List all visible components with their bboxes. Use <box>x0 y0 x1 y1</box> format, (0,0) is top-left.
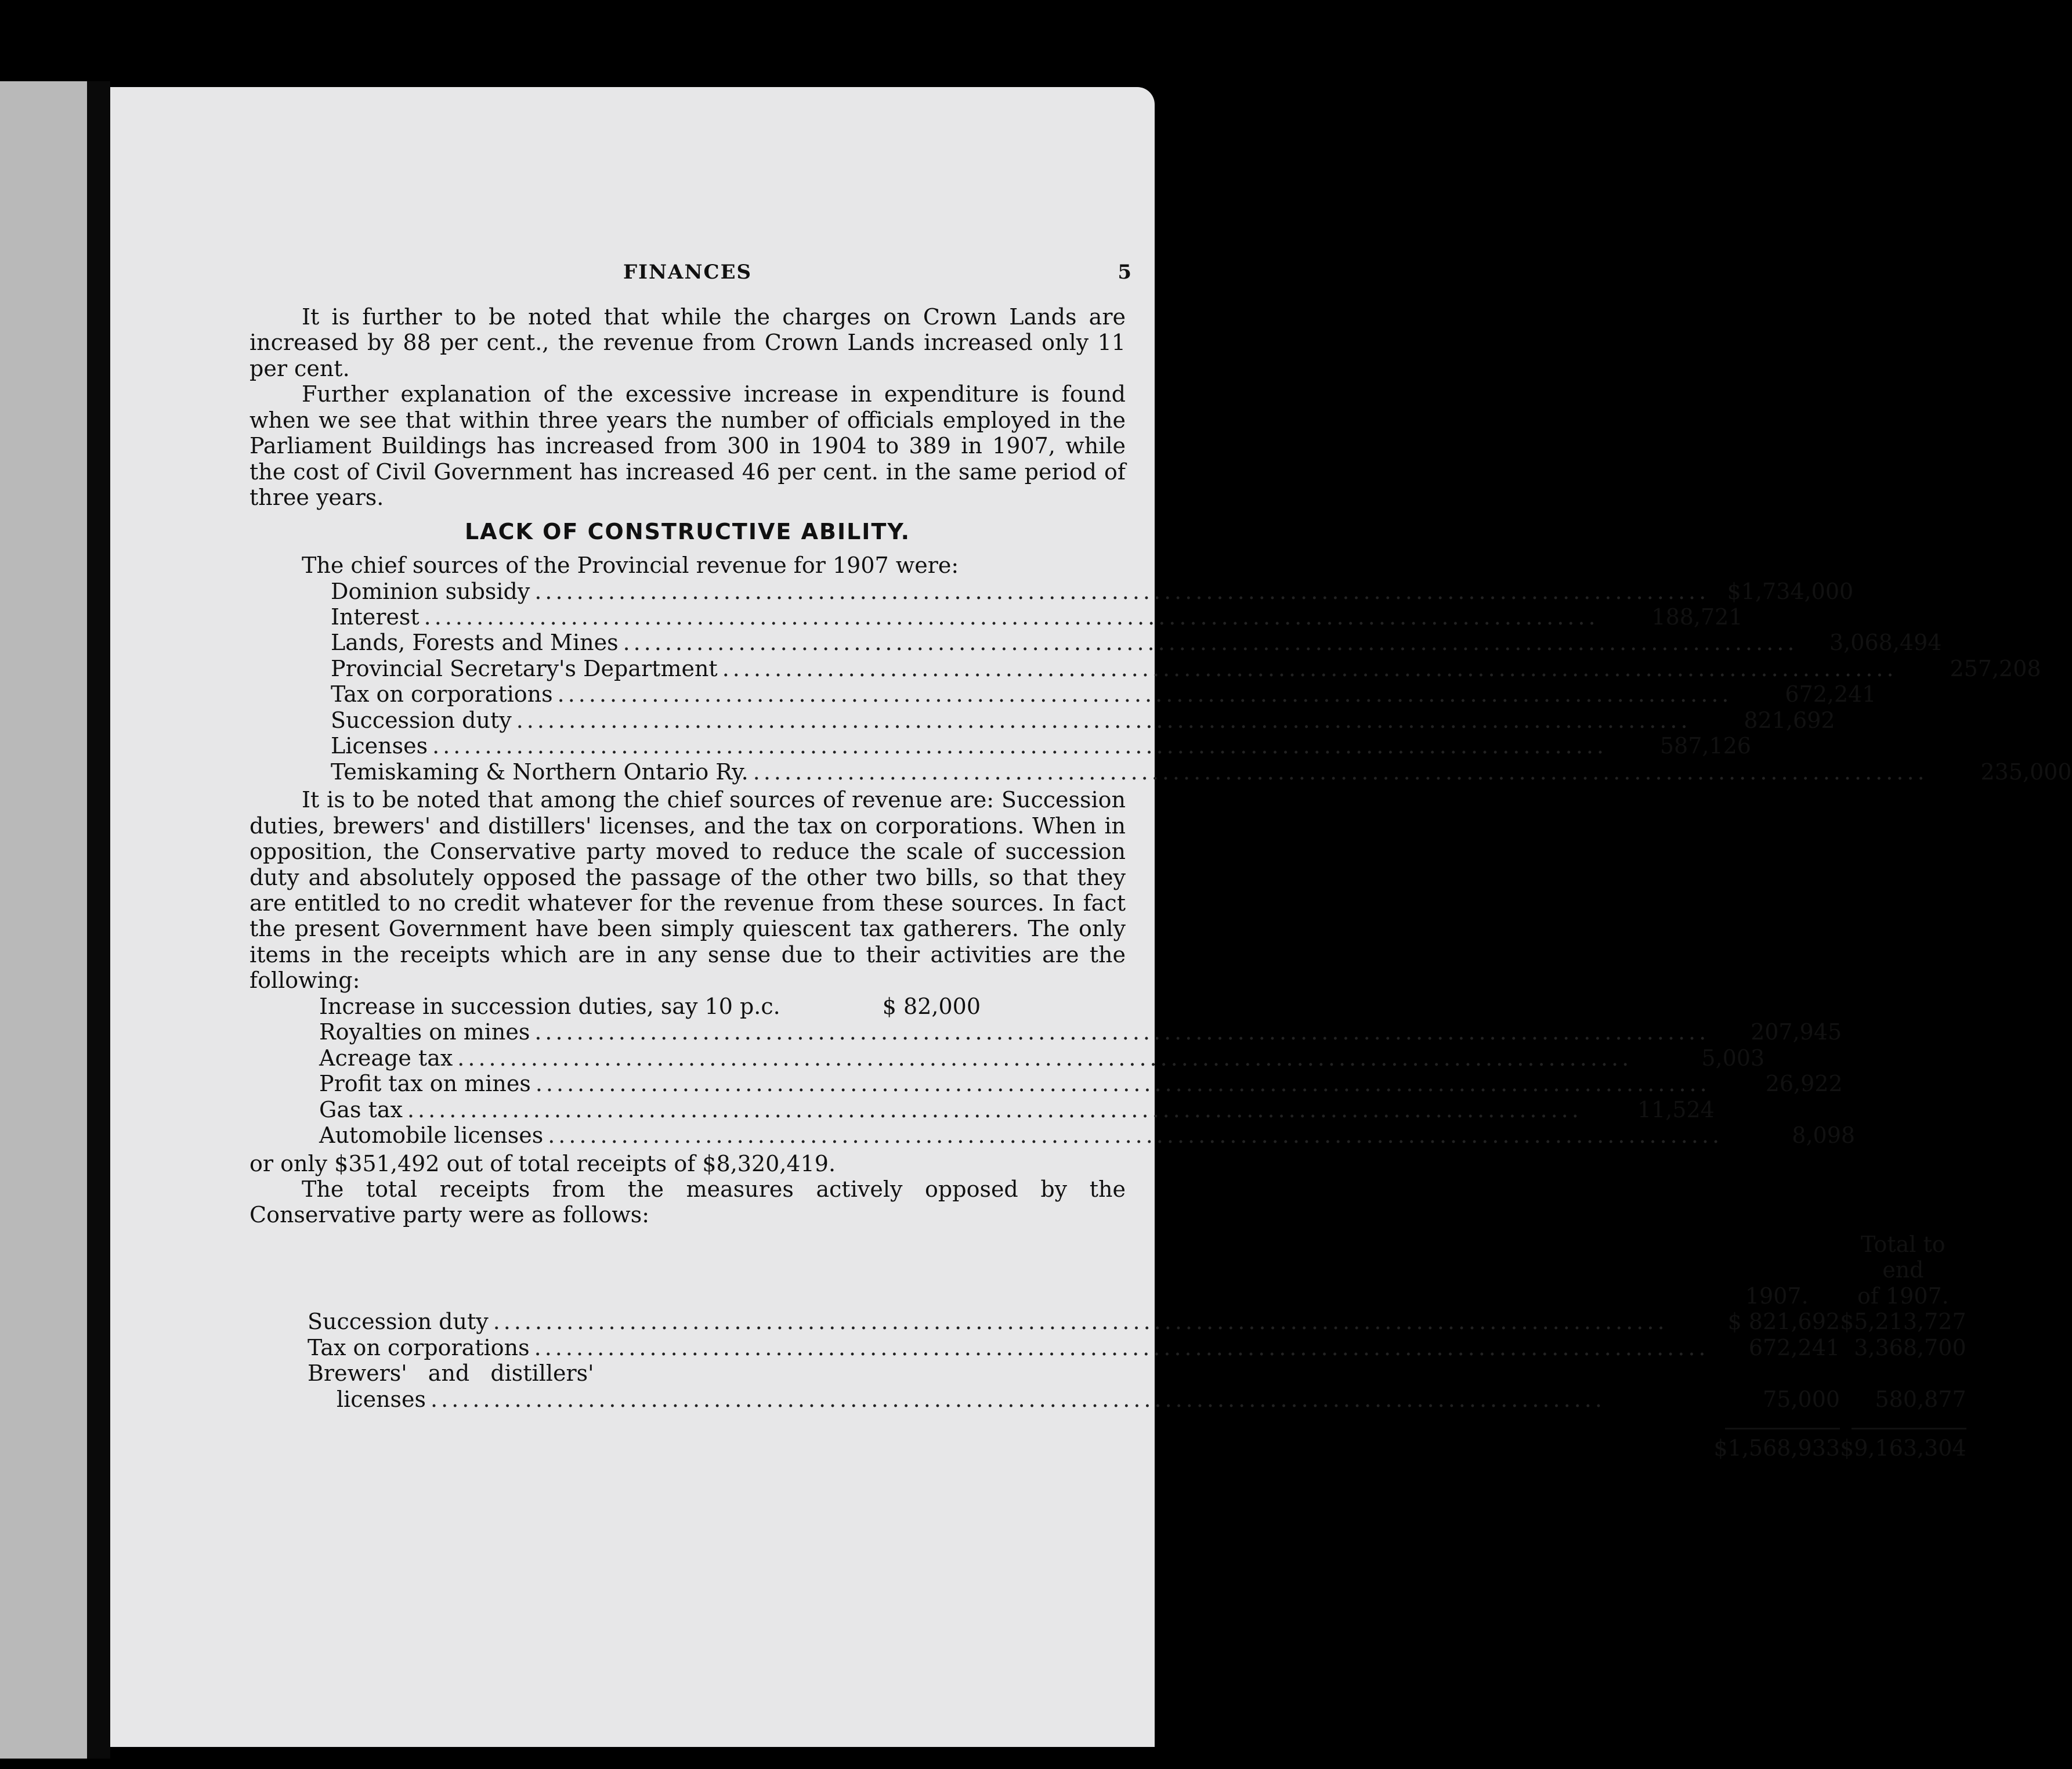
paragraph-crown-lands: It is further to be noted that while the charges on Crown Lands are increased by 88 per cent., the revenue from Crown Lands increased only 11 per cent. <box>249 304 1126 381</box>
list-item <box>319 1019 1842 1045</box>
list-item <box>331 707 1835 733</box>
table-row <box>308 1309 1966 1334</box>
item-amount: 26,922 <box>1765 1071 1843 1097</box>
cell-total: 3,368,700 <box>1854 1334 1966 1360</box>
page-content <box>249 261 2072 1461</box>
list-item <box>331 604 1743 630</box>
item-amount: 235,000 <box>1980 759 2072 785</box>
item-label: Tax on corporations <box>331 681 553 707</box>
list-item <box>331 630 1942 656</box>
row-label: Tax on corporations <box>308 1334 530 1360</box>
table-header-row <box>308 1283 1966 1309</box>
table-row <box>308 1335 1966 1360</box>
row-label: Brewers' and distillers' <box>308 1360 594 1387</box>
section-heading: LACK OF CONSTRUCTIVE ABILITY. <box>464 518 911 544</box>
item-amount: 5,003 <box>1701 1045 1765 1071</box>
table-header-row <box>308 1232 1966 1283</box>
list-item <box>319 1045 1765 1071</box>
book-page <box>110 87 2072 1747</box>
item-label: Royalties on mines <box>319 1019 530 1045</box>
column-header-total-2: of 1907. <box>1857 1283 1949 1309</box>
opposed-intro: The total receipts from the measures actively opposed by the Conservative party were as follows: <box>249 1176 1126 1228</box>
running-head <box>249 261 1131 296</box>
list-item <box>331 759 2072 785</box>
cell-total: $5,213,727 <box>1840 1309 1966 1335</box>
column-header-1907: 1907. <box>1745 1283 1809 1309</box>
sum-1907: $1,568,933 <box>1713 1435 1840 1461</box>
item-amount: 3,068,494 <box>1829 630 1942 656</box>
list-item <box>331 733 1751 759</box>
list-item <box>319 994 981 1019</box>
item-label: Temiskaming & Northern Ontario Ry. <box>331 759 748 785</box>
list-item <box>319 1071 1843 1097</box>
paragraph-expenditure: Further explanation of the excessive increase in expenditure is found when we see that within three years the number of officials employed in the Parliament Buildings has increased from 300 in 1904 to 389 in 1907, while the cost of Civil Government has increased 46 per cent. in the same period of three years. <box>249 381 1126 511</box>
item-amount: 587,126 <box>1659 733 1751 759</box>
item-label: Provincial Secretary's Department <box>331 655 718 681</box>
item-amount: 821,692 <box>1744 707 1835 733</box>
item-label: Lands, Forests and Mines <box>331 630 619 656</box>
cell-total: 580,877 <box>1875 1386 1966 1412</box>
item-amount: 207,945 <box>1751 1019 1842 1045</box>
list-item <box>331 681 1876 707</box>
item-label: Profit tax on mines <box>319 1071 531 1097</box>
activities-list <box>319 993 1856 1149</box>
activities-summary: or only $351,492 out of total receipts of $8,320,419. <box>249 1150 836 1176</box>
list-item <box>319 1122 1856 1149</box>
opposed-measures-table <box>308 1232 1966 1461</box>
running-title: FINANCES <box>623 261 753 284</box>
row-label: Succession duty <box>308 1309 489 1335</box>
item-label: Automobile licenses <box>319 1122 544 1149</box>
facing-page-edge <box>0 81 87 1759</box>
table-row <box>308 1360 1966 1412</box>
item-label: Gas tax <box>319 1096 403 1122</box>
cell-1907: 672,241 <box>1748 1334 1840 1360</box>
item-label: Increase in succession duties, say 10 p.c. <box>319 993 780 1019</box>
book-spine <box>87 81 110 1759</box>
list-item <box>331 578 1854 604</box>
item-amount: 8,098 <box>1792 1122 1856 1149</box>
item-label: Licenses <box>331 733 428 759</box>
page-number: 5 <box>1118 261 1131 284</box>
item-amount: 257,208 <box>1950 655 2041 681</box>
sum-rule-row <box>308 1412 1966 1429</box>
paragraph-chief-sources: It is to be noted that among the chief sources of revenue are: Succession duties, brewers' and distillers' licenses, and the tax on corporations. When in opposition, the Conservative party moved to reduce the scale of succession duty and absolutely opposed the passage of the other two bills, so that they are entitled to no credit whatever for the revenue from these sources. In fact the present Government have been simply quiescent tax gatherers. The only items in the receipts which are in any sense due to their activities are the following: <box>249 787 1126 994</box>
cell-1907: 75,000 <box>1763 1386 1840 1412</box>
row-label-cont: licenses <box>337 1386 426 1412</box>
item-amount: 11,524 <box>1637 1096 1715 1122</box>
item-amount: $ 82,000 <box>882 993 981 1019</box>
list-item <box>319 1096 1715 1122</box>
column-header-total: Total to end <box>1861 1231 1946 1283</box>
item-label: Dominion subsidy <box>331 578 530 604</box>
item-amount: 672,241 <box>1785 681 1876 707</box>
item-label: Acreage tax <box>319 1045 453 1071</box>
table-total-row <box>308 1429 1966 1461</box>
item-amount: $1,734,000 <box>1727 578 1854 604</box>
cell-1907: $ 821,692 <box>1727 1309 1840 1335</box>
item-amount: 188,721 <box>1651 604 1743 630</box>
sum-total: $9,163,304 <box>1840 1435 1966 1461</box>
item-label: Interest <box>331 604 420 630</box>
item-label: Succession duty <box>331 707 512 733</box>
revenue-sources-list <box>331 578 2072 785</box>
sources-intro: The chief sources of the Provincial revenue for 1907 were: <box>302 553 959 579</box>
list-item <box>331 655 2041 681</box>
